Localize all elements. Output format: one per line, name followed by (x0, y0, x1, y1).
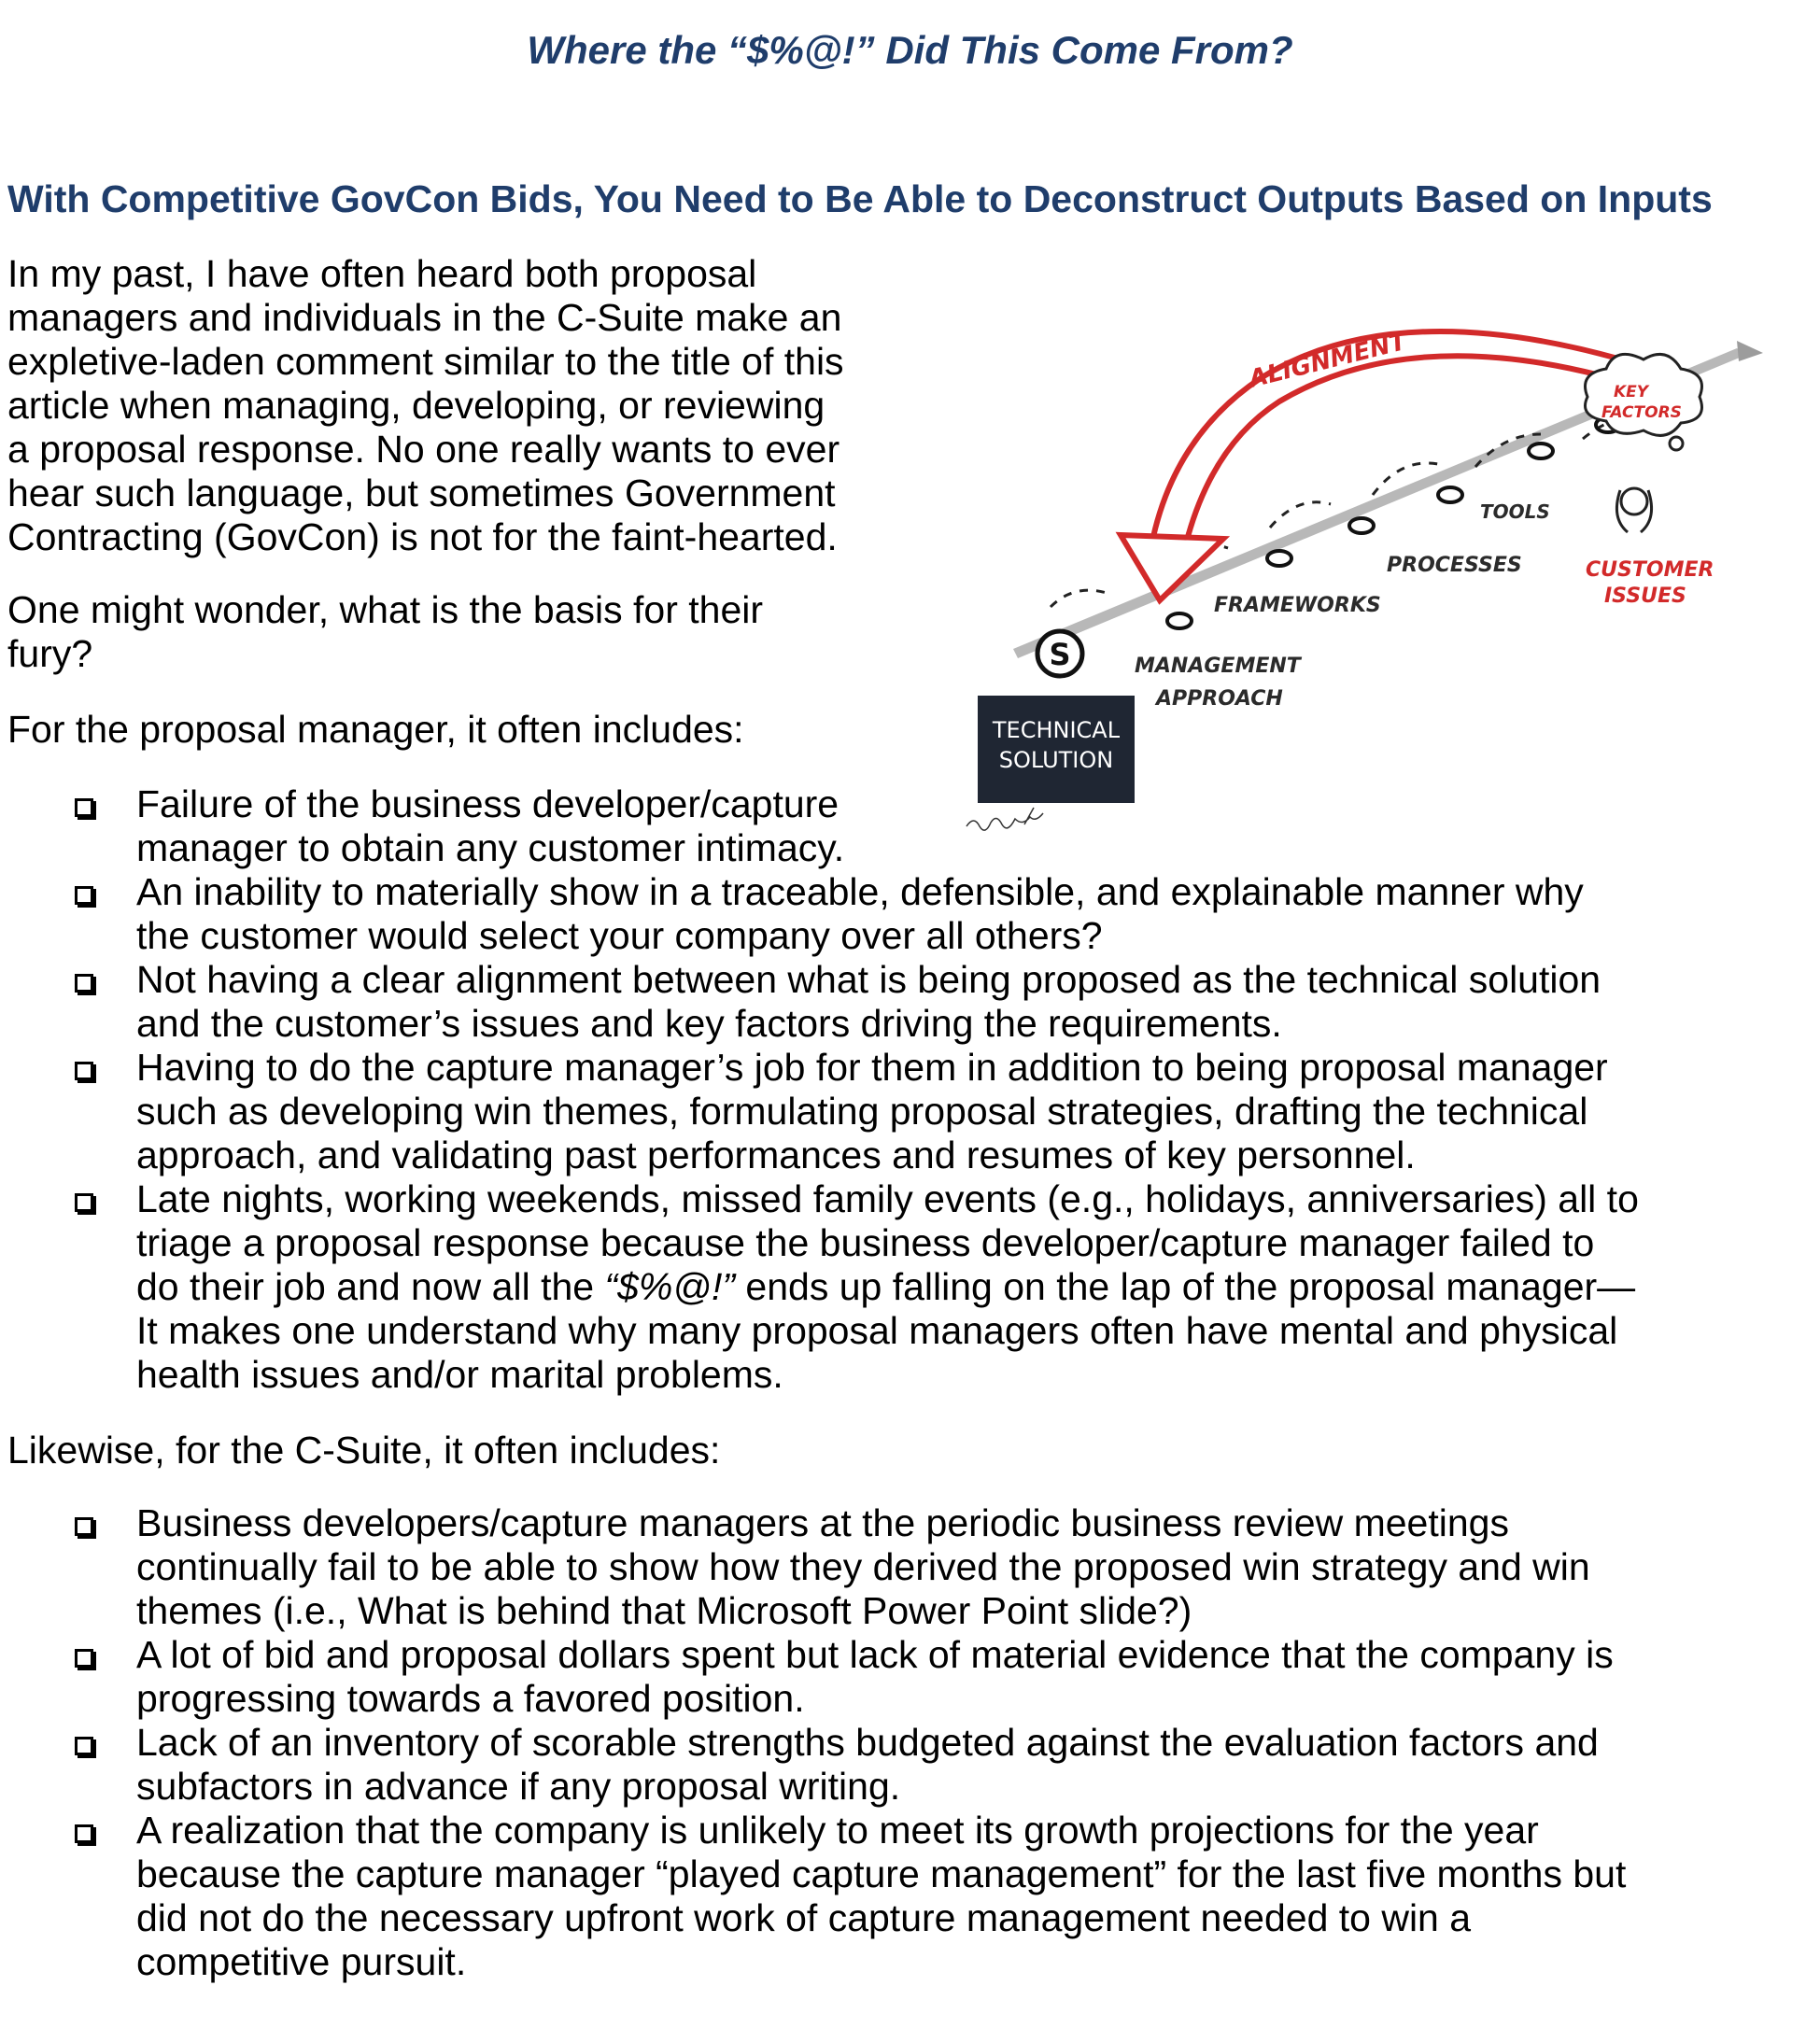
checkbox-bullet-icon (75, 798, 93, 817)
intro-line: hear such language, but sometimes Government (7, 472, 836, 514)
frameworks-label: FRAMEWORKS (1214, 594, 1381, 617)
checkbox-bullet-icon (75, 1062, 93, 1080)
customer-head-icon (1621, 488, 1647, 514)
list-item: Not having a clear alignment between what is being proposed as the technical solution and the customer’s issues and key factors driving the requirements. (0, 958, 1639, 1046)
checkbox-bullet-icon (75, 1517, 93, 1536)
management-approach-label: APPROACH (1156, 687, 1283, 711)
page-title: Where the “$%@!” Did This Come From? (527, 28, 1293, 72)
intro-line: article when managing, developing, or reviewing (7, 384, 825, 427)
key-factors-label: FACTORS (1601, 403, 1682, 422)
intro-line: managers and individuals in the C-Suite make an (7, 296, 842, 339)
checkbox-bullet-icon (75, 886, 93, 905)
pm-bullet-list (0, 782, 1639, 1397)
pm-intro: For the proposal manager, it often includes: (7, 708, 744, 751)
expletive-text: “$%@!” (604, 1265, 736, 1308)
technical-solution-label: TECHNICAL (992, 717, 1121, 743)
list-item: Lack of an inventory of scorable strengths budgeted against the evaluation factors and subfactors in advance if any proposal writing. (0, 1721, 1626, 1809)
intro-line: a proposal response. No one really wants to ever (7, 428, 840, 471)
wonder-line: fury? (7, 632, 93, 675)
list-item: Business developers/capture managers at the periodic business review meetings continually fail to be able to show how they derived the proposed win strategy and win themes (i.e., What is behind that Microsoft Power Point slide?) (0, 1501, 1626, 1633)
customer-issues-label: CUSTOMER (1586, 558, 1714, 582)
alignment-label: ALIGNMENT (1246, 327, 1410, 394)
artist-signature (966, 808, 1043, 830)
technical-solution-label: SOLUTION (998, 747, 1114, 773)
intro-line: In my past, I have often heard both proposal (7, 252, 757, 295)
alignment-sketch (943, 303, 1765, 854)
alignment-arrow-head (1121, 535, 1223, 600)
list-item: Late nights, working weekends, missed family events (e.g., holidays, anniversaries) all to triage a proposal response because the business developer/capture manager failed to do their job and now all the “$%@!” ends up falling on the lap of the proposal manager— It makes one understand why many proposal managers often have mental and physical health issues and/or marital problems. (0, 1177, 1639, 1397)
management-approach-label: MANAGEMENT (1135, 655, 1301, 678)
list-item: An inability to materially show in a traceable, defensible, and explainable manner why the customer would select your company over all others? (0, 870, 1639, 958)
alignment-arc-outer (1153, 331, 1681, 537)
diagonal-arrow-head (1737, 341, 1763, 361)
cs-intro: Likewise, for the C-Suite, it often includes: (7, 1429, 721, 1472)
alignment-illustration (943, 303, 1765, 854)
checkbox-bullet-icon (75, 1824, 93, 1843)
list-item: Having to do the capture manager’s job for them in addition to being proposal manager such as developing win themes, formulating proposal strategies, drafting the technical approach, and validating past performances and resumes of key personnel. (0, 1046, 1639, 1177)
key-factors-label: KEY (1614, 383, 1649, 401)
checkbox-bullet-icon (75, 1649, 93, 1668)
thought-bubble-dot-icon (1670, 437, 1683, 450)
wonder-line: One might wonder, what is the basis for their (7, 588, 764, 631)
dollar-sign-icon: S (1049, 637, 1071, 672)
processes-label: PROCESSES (1387, 554, 1522, 577)
checkbox-bullet-icon (75, 1737, 93, 1755)
list-item: A realization that the company is unlikely to meet its growth projections for the year because the capture manager “played capture management” for the last five months but did not do the necessary upfront work of capture management needed to win a competitive pursuit. (0, 1809, 1626, 1984)
list-item: Failure of the business developer/capture manager to obtain any customer intimacy. (0, 782, 1639, 870)
customer-issues-label: ISSUES (1604, 584, 1686, 608)
wonder-paragraph (7, 588, 763, 676)
intro-line: Contracting (GovCon) is not for the faint-hearted. (7, 515, 838, 558)
checkbox-bullet-icon (75, 974, 93, 993)
checkbox-bullet-icon (75, 1193, 93, 1212)
tools-label: TOOLS (1480, 500, 1550, 523)
intro-paragraph (7, 252, 844, 559)
cs-bullet-list (0, 1501, 1626, 1984)
list-item: A lot of bid and proposal dollars spent but lack of material evidence that the company is progressing towards a favored position. (0, 1633, 1626, 1721)
section-subtitle: With Competitive GovCon Bids, You Need to Be Able to Deconstruct Outputs Based on Inputs (7, 177, 1713, 220)
intro-line: expletive-laden comment similar to the title of this (7, 340, 844, 383)
